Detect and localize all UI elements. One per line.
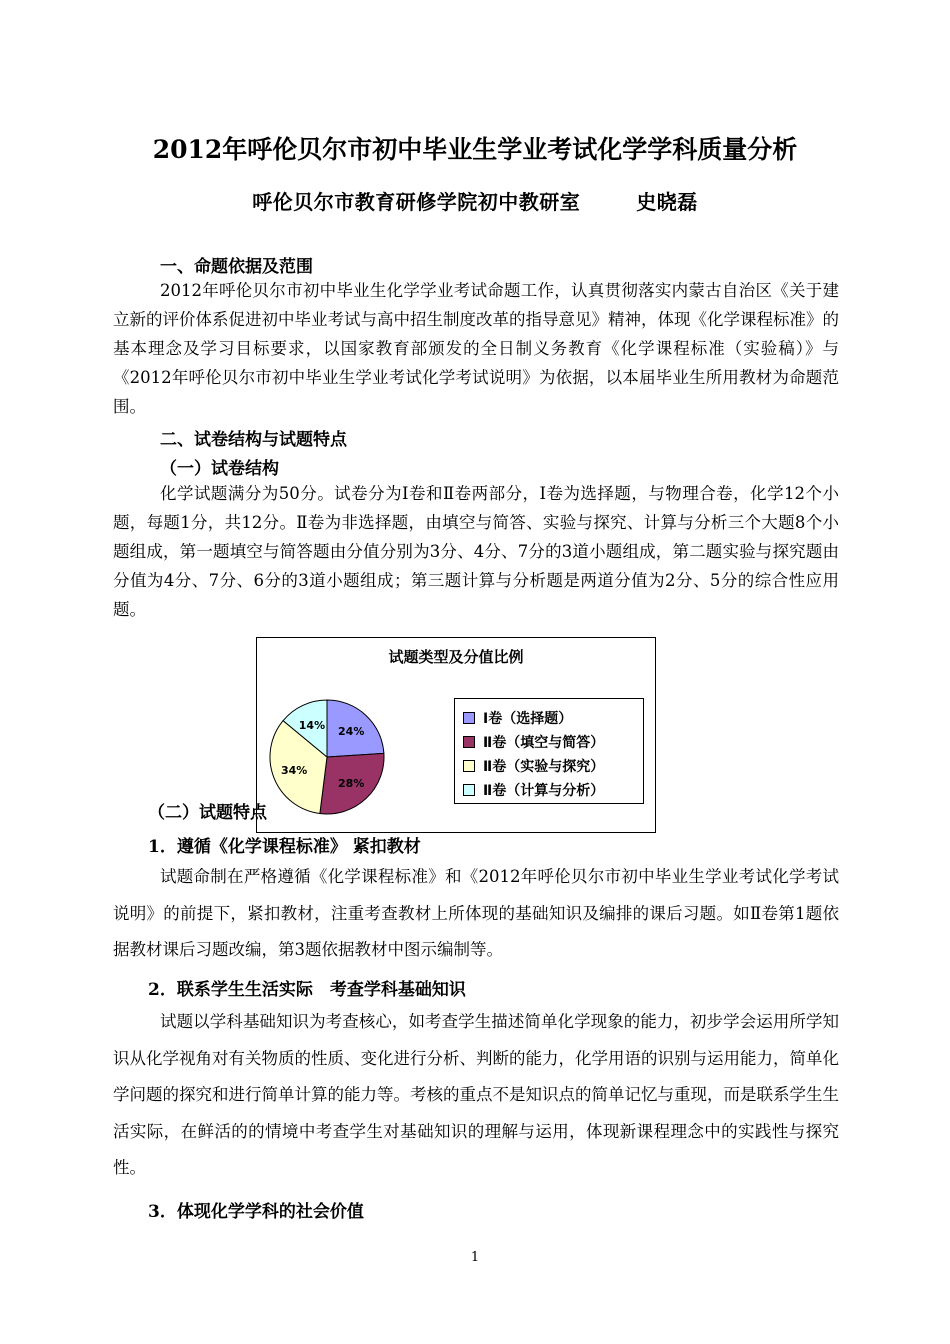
legend-label-2: Ⅱ卷（实验与探究） [483, 759, 605, 775]
point1-paragraph: 试题命制在严格遵循《化学课程标准》和《2012年呼伦贝尔市初中毕业生学业考试化学考试说明》的前提下，紧扣教材，注重考查教材上所体现的基础知识及编排的课后习题。如Ⅱ卷第1题依据教材课后习题改编，第3题依据教材中图示编制等。 [113, 867, 839, 959]
section1-heading: 一、命题依据及范围 [160, 257, 313, 277]
pie-label-3: 14% [298, 719, 326, 733]
legend-swatch-3 [463, 784, 475, 796]
legend-item-3 [463, 781, 604, 799]
section2-heading: 二、试卷结构与试题特点 [160, 430, 347, 450]
legend-swatch-2 [463, 760, 475, 772]
sub2-heading: （二）试题特点 [148, 803, 267, 823]
legend-label-1: Ⅱ卷（填空与简答） [483, 735, 605, 751]
pie-chart [256, 637, 656, 833]
page-number: 1 [470, 1250, 480, 1265]
sub1-paragraph: 化学试题满分为50分。试卷分为Ⅰ卷和Ⅱ卷两部分，Ⅰ卷为选择题，与物理合卷，化学12个小题，每题1分，共12分。Ⅱ卷为非选择题，由填空与简答、实验与探究、计算与分析三个大题8个小题组成，第一题填空与简答题由分值分别为3分、4分、7分的3道小题组成，第二题实验与探究题由分值为4分、7分、6分的3道小题组成；第三题计算与分析题是两道分值为2分、5分的综合性应用题。 [113, 484, 839, 619]
chart-title: 试题类型及分值比例 [388, 648, 524, 666]
point2-paragraph: 试题以学科基础知识为考查核心，如考查学生描述简单化学现象的能力，初步学会运用所学知识从化学视角对有关物质的性质、变化进行分析、判断的能力，化学用语的识别与运用能力，简单化学问题的探究和进行简单计算的能力等。考核的重点不是知识点的简单记忆与重现，而是联系学生生活实际，在鲜活的的情境中考查学生对基础知识的理解与运用，体现新课程理念中的实践性与探究性。 [113, 1012, 839, 1177]
pie-label-1: 28% [338, 776, 365, 790]
legend-swatch-0 [463, 712, 475, 724]
point1-heading: 1．遵循《化学课程标准》 紧扣教材 [148, 837, 421, 857]
legend-swatch-1 [463, 736, 475, 748]
point2-heading: 2．联系学生生活实际 考查学科基础知识 [148, 980, 466, 1000]
document-subtitle [0, 186, 950, 215]
author: 史晓磊 [636, 190, 698, 214]
pie-label-0: 24% [338, 725, 365, 739]
legend-item-0 [463, 709, 572, 727]
point3-heading: 3．体现化学学科的社会价值 [148, 1202, 364, 1222]
legend-label-0: Ⅰ卷（选择题） [483, 711, 573, 727]
institution: 呼伦贝尔市教育研修学院初中教研室 [252, 190, 581, 214]
legend-item-1 [463, 733, 604, 751]
legend-label-3: Ⅱ卷（计算与分析） [483, 783, 605, 799]
document-title: 2012年呼伦贝尔市初中毕业生学业考试化学学科质量分析 [152, 135, 798, 164]
chart-legend [454, 698, 644, 804]
sub1-heading: （一）试卷结构 [160, 459, 279, 479]
pie-label-2: 34% [280, 764, 308, 778]
section1-paragraph: 2012年呼伦贝尔市初中毕业生化学学业考试命题工作，认真贯彻落实内蒙古自治区《关于建立新的评价体系促进初中毕业考试与高中招生制度改革的指导意见》精神，体现《化学课程标准》的基本理念及学习目标要求，以国家教育部颁发的全日制义务教育《化学课程标准（实验稿）》与《2012年呼伦贝尔市初中毕业生学业考试化学考试说明》为依据，以本届毕业生所用教材为命题范围。 [113, 281, 839, 416]
legend-item-2 [463, 757, 604, 775]
